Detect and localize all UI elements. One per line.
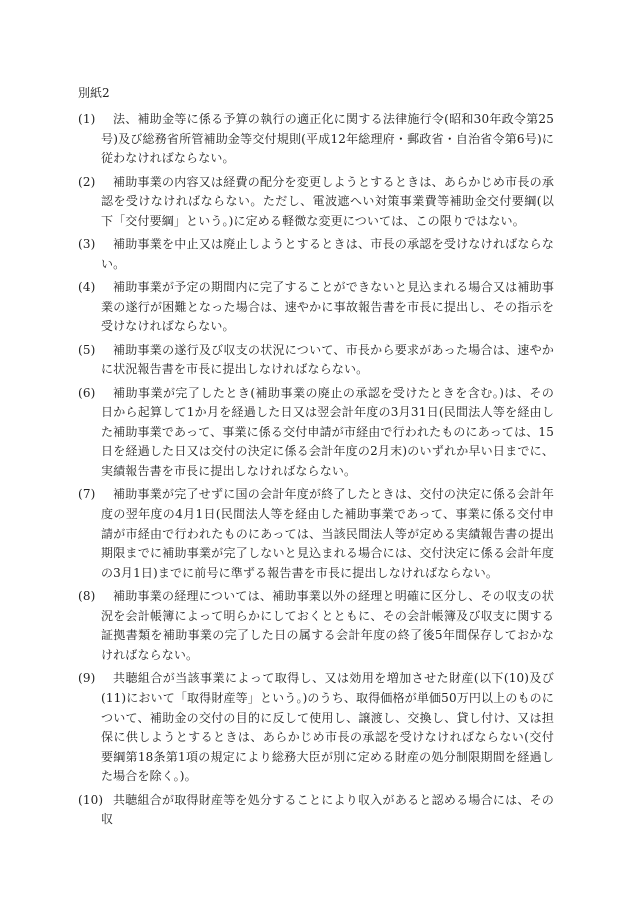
conditions-list (78, 110, 554, 834)
item-number: (3) (78, 237, 96, 252)
attachment-label: 別紙2 (78, 86, 110, 100)
item-text: 補助事業の遂行及び収支の状況について、市長から要求があった場合は、速やかに状況報告書を市長に提出しなければならない。 (101, 342, 554, 377)
list-item (78, 278, 554, 337)
item-text: 補助事業の内容又は経費の配分を変更しようとするときは、あらかじめ市長の承認を受けなければならない。ただし、電波遮へい対策事業費等補助金交付要綱(以下「交付要綱」という。)に定める軽微な変更については、この限りではない。 (101, 174, 554, 228)
list-item (78, 110, 554, 169)
item-text: 補助事業の経理については、補助事業以外の経理と明確に区分し、その収支の状況を会計帳簿によって明らかにしておくとともに、その会計帳簿及び収支に関する証拠書類を補助事業の完了した日の属する会計年度の終了後5年間保存しておかなければならない。 (101, 589, 554, 663)
item-text: 補助事業が完了せずに国の会計年度が終了したときは、交付の決定に係る会計年度の翌年度の4月1日(民間法人等を経由した補助事業であって、事業に係る交付申請が市経由で行われたものにあっては、当該民間法人等が定める実績報告書の提出期限までに補助事業が完了しないと見込まれる場合には、交付決定に係る会計年度の3月1日)までに前号に準ずる報告書を市長に提出しなければならない。 (101, 487, 554, 580)
list-item (78, 235, 554, 274)
list-item (78, 485, 554, 583)
list-item (78, 669, 554, 787)
list-item (78, 791, 554, 830)
list-item (78, 587, 554, 665)
item-text: 補助事業が完了したとき(補助事業の廃止の承認を受けたときを含む。)は、その日から起算して1か月を経過した日又は翌会計年度の3月31日(民間法人等を経由した補助事業であって、事業に係る交付申請が市経由で行われたものにあっては、15日を経過した日又は交付の決定に係る会計年度の2月末)のいずれか早い日までに、実績報告書を市長に提出しなければならない。 (101, 385, 554, 479)
item-number: (2) (78, 174, 96, 189)
item-text: 法、補助金等に係る予算の執行の適正化に関する法律施行令(昭和30年政令第25号)及び総務省所管補助金等交付規則(平成12年総理府・郵政省・自治省令第6号)に従わなければならない。 (101, 112, 554, 166)
item-text: 補助事業が予定の期間内に完了することができないと見込まれる場合又は補助事業の遂行が困難となった場合は、速やかに事故報告書を市長に提出し、その指示を受けなければならない。 (101, 280, 554, 334)
item-text: 共聴組合が当該事業によって取得し、又は効用を増加させた財産(以下(10)及び(11)において「取得財産等」という。)のうち、取得価格が単価50万円以上のものについて、補助金の交付の目的に反して使用し、譲渡し、交換し、貸し付け、又は担保に供しようとするときは、あらかじめ市長の承認を受けなければならない(交付要綱第18条第1項の規定により総務大臣が別に定める財産の処分制限期間を経過した場合を除く。)。 (101, 671, 554, 784)
item-number: (8) (78, 589, 96, 604)
item-text: 共聴組合が取得財産等を処分することにより収入があると認める場合には、その収 (101, 792, 554, 827)
item-number: (5) (78, 342, 96, 357)
item-number: (7) (78, 487, 96, 502)
list-item (78, 341, 554, 380)
list-item (78, 173, 554, 232)
list-item (78, 384, 554, 482)
item-number: (1) (78, 112, 96, 126)
item-number: (4) (78, 280, 96, 295)
item-number: (6) (78, 385, 96, 400)
item-number: (10) (78, 792, 104, 807)
item-text: 補助事業を中止又は廃止しようとするときは、市長の承認を受けなければならない。 (101, 237, 554, 271)
item-number: (9) (78, 671, 96, 686)
